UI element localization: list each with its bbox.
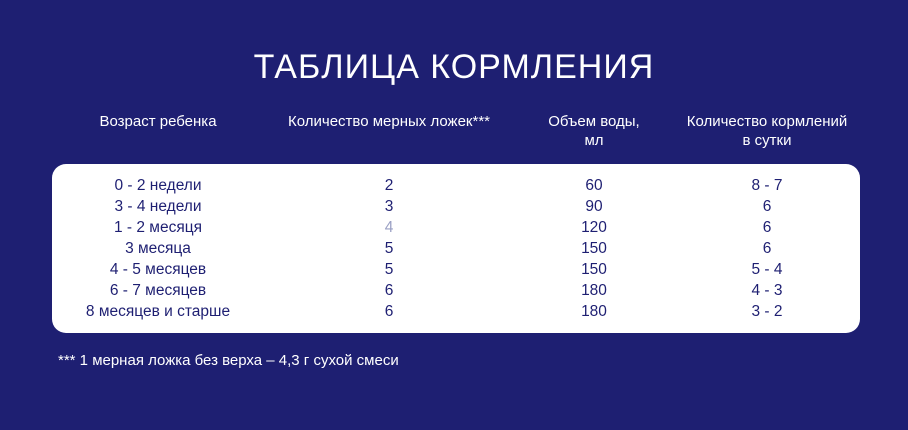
cell-water: 150 [581, 261, 607, 278]
cell-water: 180 [581, 303, 607, 320]
cell-age: 3 месяца [125, 240, 191, 257]
table-header-row [52, 112, 860, 164]
cell-water: 90 [585, 198, 603, 215]
cell-water: 150 [581, 240, 607, 257]
cell-scoops: 6 [384, 303, 394, 320]
cell-feedings: 8 - 7 [751, 177, 783, 194]
table-row [52, 259, 860, 280]
column-header-feedings-line1: Количество кормлений [686, 113, 848, 130]
cell-feedings: 3 - 2 [751, 303, 783, 320]
column-header-feedings-line2: в сутки [742, 132, 792, 149]
cell-age: 4 - 5 месяцев [109, 261, 207, 278]
cell-water: 120 [581, 219, 607, 236]
table-row [52, 196, 860, 217]
column-header-water-line2: мл [584, 132, 604, 149]
column-header-water-line1: Объем воды, [548, 113, 640, 130]
cell-feedings: 6 [762, 219, 772, 236]
table-body-card [52, 164, 860, 333]
table-row [52, 280, 860, 301]
cell-age: 6 - 7 месяцев [109, 282, 207, 299]
cell-age: 0 - 2 недели [114, 177, 202, 194]
cell-scoops: 2 [384, 177, 394, 194]
cell-scoops: 3 [384, 198, 394, 215]
table-row [52, 301, 860, 322]
column-header-age-line1: Возраст ребенка [99, 113, 217, 130]
cell-feedings: 5 - 4 [751, 261, 783, 278]
column-header-water [514, 112, 674, 150]
cell-feedings: 6 [762, 198, 772, 215]
table-row [52, 175, 860, 196]
feeding-table [52, 112, 860, 333]
page-title: ТАБЛИЦА КОРМЛЕНИЯ [253, 48, 655, 86]
cell-water: 60 [585, 177, 603, 194]
column-header-scoops [264, 112, 514, 131]
cell-scoops: 5 [384, 240, 394, 257]
table-row [52, 238, 860, 259]
table-row [52, 217, 860, 238]
cell-age: 3 - 4 недели [114, 198, 202, 215]
cell-water: 180 [581, 282, 607, 299]
column-header-feedings [674, 112, 860, 150]
cell-feedings: 6 [762, 240, 772, 257]
column-header-scoops-line1: Количество мерных ложек*** [288, 113, 490, 130]
footnote: *** 1 мерная ложка без верха – 4,3 г сухой смеси [58, 352, 399, 369]
cell-age: 1 - 2 месяця [113, 219, 202, 236]
cell-scoops: 6 [384, 282, 394, 299]
cell-scoops: 4 [384, 219, 394, 236]
cell-feedings: 4 - 3 [751, 282, 783, 299]
cell-age: 8 месяцев и старше [85, 303, 231, 320]
column-header-age [52, 112, 264, 131]
cell-scoops: 5 [384, 261, 394, 278]
